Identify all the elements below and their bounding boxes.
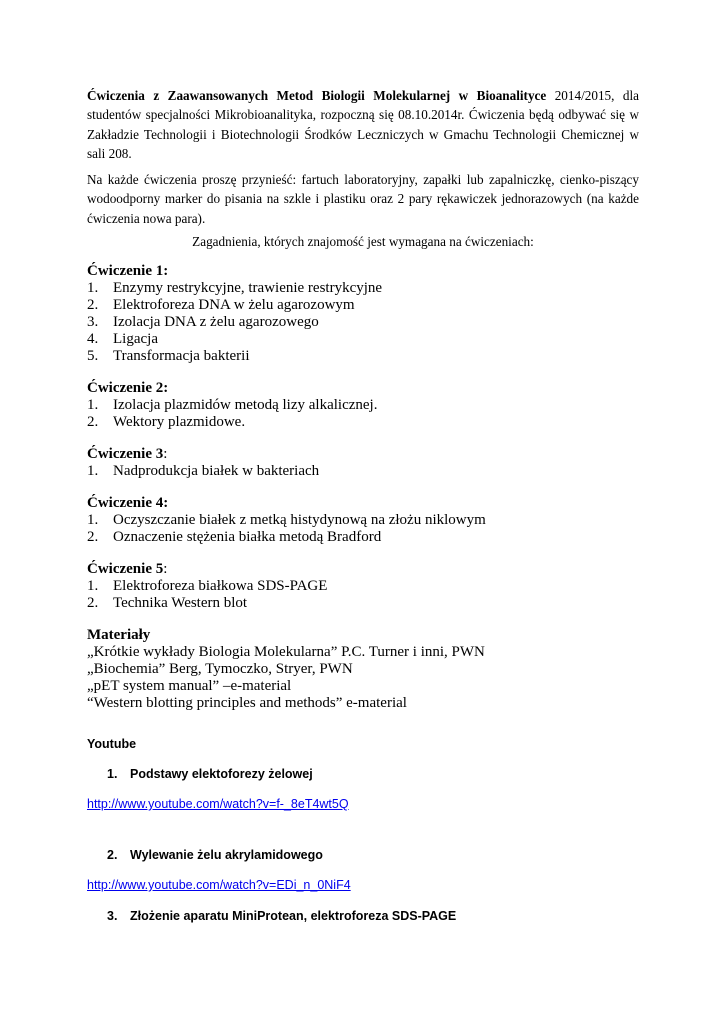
material-item: „Krótkie wykłady Biologia Molekularna” P.C. Turner i inni, PWN [87, 644, 485, 660]
list-item: 1. Nadprodukcja białek w bakteriach [87, 463, 320, 479]
video-3-title: 3. Złożenie aparatu MiniProtean, elektroforeza SDS-PAGE [107, 909, 457, 923]
materials-title: Materiały [87, 627, 151, 643]
video-1-title: 1. Podstawy elektoforezy żelowej [107, 767, 313, 781]
list-item: 1. Enzymy restrykcyjne, trawienie restrykcyjne [87, 280, 383, 296]
list-item: 1. Elektroforeza białkowa SDS-PAGE [87, 578, 328, 594]
list-item: 5. Transformacja bakterii [87, 348, 250, 364]
list-item: 3. Izolacja DNA z żelu agarozowego [87, 314, 319, 330]
exercise-list [87, 263, 647, 712]
material-item: “Western blotting principles and methods” e-material [87, 695, 407, 711]
material-item: „pET system manual” –e-material [87, 678, 292, 694]
course-title: Ćwiczenia z Zaawansowanych Metod Biologii Molekularnej w Bioanalityce [87, 88, 547, 103]
list-item: 2. Elektroforeza DNA w żelu agarozowym [87, 297, 355, 313]
list-item: 2. Oznaczenie stężenia białka metodą Bradford [87, 529, 382, 545]
youtube-title: Youtube [87, 737, 137, 751]
list-item: 1. Oczyszczanie białek z metką histydynową na złożu niklowym [87, 512, 486, 528]
video-2-link[interactable]: http://www.youtube.com/watch?v=EDi_n_0NiF4 [87, 878, 351, 892]
list-item: 2. Technika Western blot [87, 595, 248, 611]
supplies-paragraph: Na każde ćwiczenia proszę przynieść: fartuch laboratoryjny, zapałki lub zapalniczkę, cienko-piszący wodoodporny marker do pisania na szkle i plastiku oraz 2 pary rękawiczek jednorazowych (na każde ćwiczenia nowa para). [87, 172, 639, 226]
exercise-2-title: Ćwiczenie 2: [87, 380, 169, 396]
list-item: 2. Wektory plazmidowe. [87, 414, 246, 430]
topics-heading: Zagadnienia, których znajomość jest wymagana na ćwiczeniach: [192, 234, 534, 249]
list-item: 4. Ligacja [87, 331, 158, 347]
intro-paragraph [87, 86, 639, 163]
exercise-5-title: Ćwiczenie 5: [87, 561, 168, 577]
list-item: 1. Izolacja plazmidów metodą lizy alkalicznej. [87, 397, 378, 413]
exercise-4-title: Ćwiczenie 4: [87, 495, 169, 511]
video-2-title: 2. Wylewanie żelu akrylamidowego [107, 848, 323, 862]
material-item: „Biochemia” Berg, Tymoczko, Stryer, PWN [87, 661, 353, 677]
exercise-1-title: Ćwiczenie 1: [87, 263, 169, 279]
exercise-3-title: Ćwiczenie 3: [87, 446, 168, 462]
video-1-link[interactable]: http://www.youtube.com/watch?v=f-_8eT4wt5Q [87, 797, 349, 811]
intro-text: 2014/2015, dla studentów specjalności Mikrobioanalityka, rozpoczną się 08.10.2014r. Ćwiczenia będą odbywać się w Zakładzie Technologii i Biotechnologii Środków Leczniczych w Gmachu Technologii Chemicznej w sali 208. [87, 88, 639, 161]
